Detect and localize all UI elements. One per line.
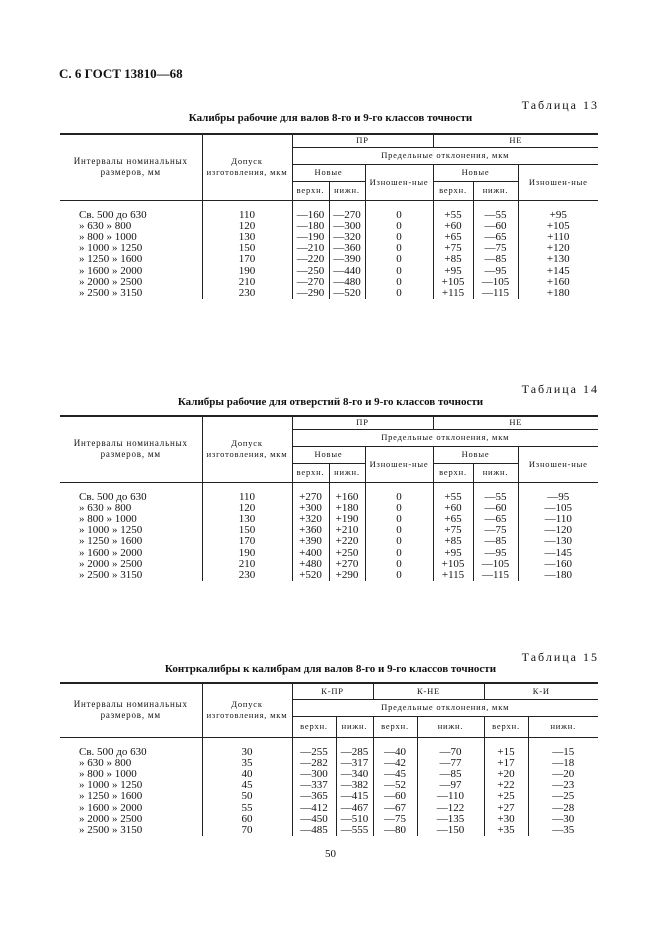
cell-value: —337 bbox=[292, 780, 336, 791]
header-pr: ПР bbox=[292, 134, 433, 147]
cell-interval: » 800 » 1000 bbox=[79, 230, 137, 243]
cell-value: +105 bbox=[433, 277, 473, 288]
cell-tolerance: 110 bbox=[202, 482, 292, 503]
cell-value: 0 bbox=[365, 514, 433, 525]
table-15-label: Таблица 15 bbox=[521, 650, 599, 664]
cell-value: —95 bbox=[473, 266, 518, 277]
cell-value: —80 bbox=[373, 825, 417, 836]
table-row bbox=[60, 200, 598, 221]
cell-value: 0 bbox=[365, 536, 433, 547]
table-13-label: Таблица 13 bbox=[521, 98, 599, 112]
cell-value: 0 bbox=[365, 548, 433, 559]
cell-value: —85 bbox=[473, 536, 518, 547]
cell-tolerance: 40 bbox=[202, 769, 292, 780]
cell-interval: » 630 » 800 bbox=[79, 756, 132, 769]
table-row bbox=[60, 791, 598, 802]
cell-value: —450 bbox=[292, 814, 336, 825]
cell-interval: » 1000 » 1250 bbox=[79, 524, 143, 537]
cell-interval: » 630 » 800 bbox=[79, 219, 132, 232]
cell-tolerance: 230 bbox=[202, 570, 292, 581]
table-row bbox=[60, 737, 598, 758]
header-pr: ПР bbox=[292, 416, 433, 429]
table-row bbox=[60, 758, 598, 769]
cell-value: —160 bbox=[518, 559, 598, 570]
cell-value: —250 bbox=[292, 266, 329, 277]
cell-value: +390 bbox=[292, 536, 329, 547]
cell-value: —67 bbox=[373, 803, 417, 814]
cell-value: +320 bbox=[292, 514, 329, 525]
cell-value: +17 bbox=[484, 758, 528, 769]
cell-value: —23 bbox=[528, 780, 598, 791]
cell-value: —115 bbox=[473, 570, 518, 581]
cell-value: +115 bbox=[433, 570, 473, 581]
cell-value: —270 bbox=[292, 277, 329, 288]
cell-tolerance: 120 bbox=[202, 221, 292, 232]
cell-value: —180 bbox=[292, 221, 329, 232]
cell-value: —135 bbox=[417, 814, 484, 825]
cell-tolerance: 70 bbox=[202, 825, 292, 836]
cell-value: —52 bbox=[373, 780, 417, 791]
cell-tolerance: 130 bbox=[202, 232, 292, 243]
cell-value: +160 bbox=[518, 277, 598, 288]
cell-interval: » 630 » 800 bbox=[79, 501, 132, 514]
cell-value: —105 bbox=[473, 277, 518, 288]
cell-value: —25 bbox=[528, 791, 598, 802]
cell-value: —360 bbox=[329, 243, 365, 254]
cell-value: —110 bbox=[518, 514, 598, 525]
cell-tolerance: 130 bbox=[202, 514, 292, 525]
cell-tolerance: 170 bbox=[202, 536, 292, 547]
cell-tolerance: 210 bbox=[202, 277, 292, 288]
cell-value: —105 bbox=[518, 503, 598, 514]
header-worn-ne: Изношен-ные bbox=[518, 446, 598, 482]
cell-value: —15 bbox=[528, 737, 598, 758]
header-deviations: Предельные отклонения, мкм bbox=[292, 429, 598, 446]
cell-value: +270 bbox=[292, 482, 329, 503]
cell-value: —145 bbox=[518, 548, 598, 559]
table-row bbox=[60, 221, 598, 232]
cell-value: —555 bbox=[336, 825, 373, 836]
cell-value: —60 bbox=[373, 791, 417, 802]
cell-value: +105 bbox=[518, 221, 598, 232]
cell-tolerance: 210 bbox=[202, 559, 292, 570]
header-deviations: Предельные отклонения, мкм bbox=[292, 147, 598, 164]
cell-value: +95 bbox=[518, 200, 598, 221]
cell-value: —40 bbox=[373, 737, 417, 758]
cell-value: +22 bbox=[484, 780, 528, 791]
header-tolerance: Допуск изготовления, мкм bbox=[202, 683, 292, 737]
header-intervals: Интервалы номинальных размеров, мм bbox=[60, 134, 202, 200]
cell-value: —485 bbox=[292, 825, 336, 836]
cell-value: +210 bbox=[329, 525, 365, 536]
cell-interval: » 1000 » 1250 bbox=[79, 242, 143, 255]
header-ne: НЕ bbox=[433, 416, 598, 429]
cell-value: —130 bbox=[518, 536, 598, 547]
header-upper: верхн. bbox=[292, 181, 329, 200]
cell-value: +300 bbox=[292, 503, 329, 514]
header-intervals: Интервалы номинальных размеров, мм bbox=[60, 416, 202, 482]
header-k-ne: К-НЕ bbox=[373, 683, 484, 699]
header-k-pr: К-ПР bbox=[292, 683, 373, 699]
header-upper: верхн. bbox=[373, 716, 417, 737]
table-row bbox=[60, 288, 598, 299]
cell-value: —95 bbox=[473, 548, 518, 559]
cell-value: —75 bbox=[473, 525, 518, 536]
cell-value: +75 bbox=[433, 525, 473, 536]
cell-value: +180 bbox=[518, 288, 598, 299]
cell-value: —18 bbox=[528, 758, 598, 769]
cell-interval: Св. 500 до 630 bbox=[79, 490, 147, 503]
cell-value: +145 bbox=[518, 266, 598, 277]
cell-value: +60 bbox=[433, 503, 473, 514]
cell-value: 0 bbox=[365, 288, 433, 299]
cell-value: —300 bbox=[292, 769, 336, 780]
header-lower: нижн. bbox=[473, 463, 518, 482]
cell-value: 0 bbox=[365, 243, 433, 254]
header-intervals: Интервалы номинальных размеров, мм bbox=[60, 683, 202, 737]
cell-value: +400 bbox=[292, 548, 329, 559]
cell-value: —35 bbox=[528, 825, 598, 836]
cell-value: —97 bbox=[417, 780, 484, 791]
cell-tolerance: 45 bbox=[202, 780, 292, 791]
table-13 bbox=[60, 133, 598, 299]
header-lower: нижн. bbox=[336, 716, 373, 737]
cell-value: —412 bbox=[292, 803, 336, 814]
header-tolerance: Допуск изготовления, мкм bbox=[202, 134, 292, 200]
table-row bbox=[60, 254, 598, 265]
cell-value: —415 bbox=[336, 791, 373, 802]
cell-value: +75 bbox=[433, 243, 473, 254]
cell-value: —382 bbox=[336, 780, 373, 791]
cell-value: —65 bbox=[473, 514, 518, 525]
cell-interval: Св. 500 до 630 bbox=[79, 745, 147, 758]
cell-value: —75 bbox=[373, 814, 417, 825]
table-14-title: Калибры рабочие для отверстий 8-го и 9-го классов точности bbox=[177, 396, 484, 408]
header-worn-pr: Изношен-ные bbox=[365, 446, 433, 482]
header-k-i: К-И bbox=[484, 683, 598, 699]
cell-value: 0 bbox=[365, 525, 433, 536]
cell-value: —95 bbox=[518, 482, 598, 503]
cell-value: +115 bbox=[433, 288, 473, 299]
cell-tolerance: 50 bbox=[202, 791, 292, 802]
header-deviations: Предельные отклонения, мкм bbox=[292, 699, 598, 716]
table-row bbox=[60, 825, 598, 836]
header-lower: нижн. bbox=[473, 181, 518, 200]
header-new-ne: Новые bbox=[433, 164, 518, 181]
cell-value: +120 bbox=[518, 243, 598, 254]
cell-value: —30 bbox=[528, 814, 598, 825]
cell-value: +95 bbox=[433, 266, 473, 277]
page-number: 50 bbox=[325, 848, 336, 860]
cell-value: +85 bbox=[433, 254, 473, 265]
cell-value: —300 bbox=[329, 221, 365, 232]
cell-value: 0 bbox=[365, 266, 433, 277]
cell-value: —317 bbox=[336, 758, 373, 769]
header-worn-ne: Изношен-ные bbox=[518, 164, 598, 200]
header-upper: верхн. bbox=[292, 716, 336, 737]
cell-value: —20 bbox=[528, 769, 598, 780]
cell-value: +27 bbox=[484, 803, 528, 814]
cell-value: +15 bbox=[484, 737, 528, 758]
header-upper: верхн. bbox=[433, 463, 473, 482]
cell-value: +85 bbox=[433, 536, 473, 547]
cell-interval: » 1250 » 1600 bbox=[79, 790, 143, 803]
header-worn-pr: Изношен-ные bbox=[365, 164, 433, 200]
header-lower: нижн. bbox=[528, 716, 598, 737]
cell-value: +55 bbox=[433, 482, 473, 503]
cell-value: +110 bbox=[518, 232, 598, 243]
cell-value: —220 bbox=[292, 254, 329, 265]
cell-interval: » 1250 » 1600 bbox=[79, 535, 143, 548]
cell-value: —115 bbox=[473, 288, 518, 299]
cell-value: —110 bbox=[417, 791, 484, 802]
cell-value: —390 bbox=[329, 254, 365, 265]
cell-value: 0 bbox=[365, 559, 433, 570]
cell-value: —60 bbox=[473, 221, 518, 232]
cell-value: +160 bbox=[329, 482, 365, 503]
cell-value: +20 bbox=[484, 769, 528, 780]
cell-interval: » 800 » 1000 bbox=[79, 767, 137, 780]
header-new-pr: Новые bbox=[292, 446, 365, 463]
cell-tolerance: 150 bbox=[202, 243, 292, 254]
header-ne: НЕ bbox=[433, 134, 598, 147]
cell-value: —210 bbox=[292, 243, 329, 254]
cell-value: 0 bbox=[365, 232, 433, 243]
cell-value: 0 bbox=[365, 221, 433, 232]
cell-interval: » 1000 » 1250 bbox=[79, 779, 143, 792]
table-15-title: Контркалибры к калибрам для валов 8-го и 9-го классов точности bbox=[164, 663, 497, 675]
header-new-ne: Новые bbox=[433, 446, 518, 463]
cell-interval: » 1600 » 2000 bbox=[79, 801, 143, 814]
header-upper: верхн. bbox=[433, 181, 473, 200]
cell-tolerance: 170 bbox=[202, 254, 292, 265]
header-tolerance: Допуск изготовления, мкм bbox=[202, 416, 292, 482]
cell-interval: Св. 500 до 630 bbox=[79, 208, 147, 221]
cell-value: +520 bbox=[292, 570, 329, 581]
cell-value: +250 bbox=[329, 548, 365, 559]
cell-value: +95 bbox=[433, 548, 473, 559]
cell-value: +65 bbox=[433, 514, 473, 525]
cell-value: —290 bbox=[292, 288, 329, 299]
cell-value: —282 bbox=[292, 758, 336, 769]
header-new-pr: Новые bbox=[292, 164, 365, 181]
cell-tolerance: 150 bbox=[202, 525, 292, 536]
cell-tolerance: 190 bbox=[202, 266, 292, 277]
cell-value: —65 bbox=[473, 232, 518, 243]
cell-value: —42 bbox=[373, 758, 417, 769]
cell-value: —120 bbox=[518, 525, 598, 536]
cell-value: —105 bbox=[473, 559, 518, 570]
cell-interval: » 2500 » 3150 bbox=[79, 568, 143, 581]
cell-interval: » 2000 » 2500 bbox=[79, 557, 143, 570]
table-row bbox=[60, 570, 598, 581]
cell-tolerance: 35 bbox=[202, 758, 292, 769]
cell-value: 0 bbox=[365, 200, 433, 221]
cell-interval: » 2000 » 2500 bbox=[79, 275, 143, 288]
cell-value: 0 bbox=[365, 570, 433, 581]
table-row bbox=[60, 482, 598, 503]
cell-value: —510 bbox=[336, 814, 373, 825]
cell-tolerance: 190 bbox=[202, 548, 292, 559]
table-row bbox=[60, 503, 598, 514]
cell-tolerance: 110 bbox=[202, 200, 292, 221]
cell-value: 0 bbox=[365, 254, 433, 265]
cell-value: —28 bbox=[528, 803, 598, 814]
cell-value: —255 bbox=[292, 737, 336, 758]
cell-value: +190 bbox=[329, 514, 365, 525]
header-upper: верхн. bbox=[484, 716, 528, 737]
cell-value: —70 bbox=[417, 737, 484, 758]
cell-value: —55 bbox=[473, 482, 518, 503]
cell-value: —190 bbox=[292, 232, 329, 243]
cell-interval: » 2500 » 3150 bbox=[79, 823, 143, 836]
cell-interval: » 800 » 1000 bbox=[79, 512, 137, 525]
cell-value: +130 bbox=[518, 254, 598, 265]
cell-tolerance: 30 bbox=[202, 737, 292, 758]
cell-tolerance: 55 bbox=[202, 803, 292, 814]
cell-value: +105 bbox=[433, 559, 473, 570]
cell-value: —45 bbox=[373, 769, 417, 780]
header-lower: нижн. bbox=[329, 181, 365, 200]
cell-value: 0 bbox=[365, 503, 433, 514]
cell-value: —340 bbox=[336, 769, 373, 780]
cell-value: +65 bbox=[433, 232, 473, 243]
cell-value: 0 bbox=[365, 482, 433, 503]
cell-interval: » 1600 » 2000 bbox=[79, 264, 143, 277]
cell-interval: » 2000 » 2500 bbox=[79, 812, 143, 825]
cell-value: —440 bbox=[329, 266, 365, 277]
cell-value: 0 bbox=[365, 277, 433, 288]
cell-value: +35 bbox=[484, 825, 528, 836]
cell-value: +480 bbox=[292, 559, 329, 570]
cell-interval: » 1250 » 1600 bbox=[79, 253, 143, 266]
cell-value: —320 bbox=[329, 232, 365, 243]
cell-value: +290 bbox=[329, 570, 365, 581]
cell-value: —480 bbox=[329, 277, 365, 288]
cell-interval: » 2500 » 3150 bbox=[79, 286, 143, 299]
table-row bbox=[60, 536, 598, 547]
table-14 bbox=[60, 415, 598, 581]
cell-value: —270 bbox=[329, 200, 365, 221]
cell-value: —160 bbox=[292, 200, 329, 221]
cell-value: —467 bbox=[336, 803, 373, 814]
cell-tolerance: 120 bbox=[202, 503, 292, 514]
cell-value: —77 bbox=[417, 758, 484, 769]
cell-value: +360 bbox=[292, 525, 329, 536]
header-lower: нижн. bbox=[417, 716, 484, 737]
cell-tolerance: 230 bbox=[202, 288, 292, 299]
cell-value: —520 bbox=[329, 288, 365, 299]
cell-value: +60 bbox=[433, 221, 473, 232]
cell-value: +30 bbox=[484, 814, 528, 825]
cell-value: —150 bbox=[417, 825, 484, 836]
cell-value: —55 bbox=[473, 200, 518, 221]
table-14-label: Таблица 14 bbox=[521, 382, 599, 396]
cell-value: —60 bbox=[473, 503, 518, 514]
cell-value: —365 bbox=[292, 791, 336, 802]
cell-value: +180 bbox=[329, 503, 365, 514]
cell-value: —85 bbox=[473, 254, 518, 265]
cell-value: —180 bbox=[518, 570, 598, 581]
cell-value: +220 bbox=[329, 536, 365, 547]
cell-value: —75 bbox=[473, 243, 518, 254]
cell-value: +270 bbox=[329, 559, 365, 570]
cell-interval: » 1600 » 2000 bbox=[79, 546, 143, 559]
header-lower: нижн. bbox=[329, 463, 365, 482]
cell-tolerance: 60 bbox=[202, 814, 292, 825]
cell-value: +55 bbox=[433, 200, 473, 221]
page-header: С. 6 ГОСТ 13810—68 bbox=[59, 66, 183, 81]
cell-value: —85 bbox=[417, 769, 484, 780]
cell-value: +25 bbox=[484, 791, 528, 802]
header-upper: верхн. bbox=[292, 463, 329, 482]
table-13-title: Калибры рабочие для валов 8-го и 9-го классов точности bbox=[188, 112, 473, 124]
cell-value: —285 bbox=[336, 737, 373, 758]
cell-value: —122 bbox=[417, 803, 484, 814]
table-15 bbox=[60, 682, 598, 836]
